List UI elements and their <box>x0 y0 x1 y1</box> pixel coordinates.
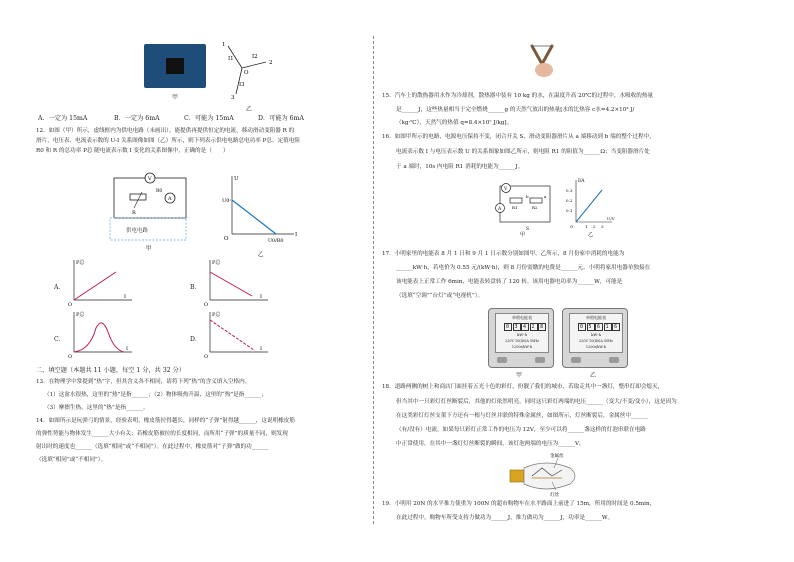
q18-text-line3: 在这类彩灯灯丝支架下方还有一根与灯丝并联的特殊金属丝，如图所示，灯丝断裂后，金属丝中______ <box>396 413 648 419</box>
svg-text:金属丝: 金属丝 <box>550 454 564 459</box>
q18-text-line5: 中正常使用，在其中一盏灯灯丝断裂的瞬间，该灯泡两端的电压为______V。 <box>396 441 585 447</box>
q13-text-line1: 13．在物理学中常提到“热”字，但其含义各不相同，请将下列“热”的含义填入空格内。 <box>36 379 251 385</box>
svg-text:甲: 甲 <box>520 232 526 238</box>
meter-unit: kW·h <box>517 332 527 337</box>
q18-text-line2: 但当其中一只彩灯灯丝断裂后，其他的灯依然明亮，同时这只彩灯两端的电压______（变大/不变/变小），这是因为 <box>396 399 677 405</box>
q11-option-c: C．可能为 15mA <box>184 115 234 122</box>
svg-text:b: b <box>526 194 529 199</box>
label-o: O <box>244 70 249 76</box>
svg-text:a: a <box>544 194 547 199</box>
q12-option-a-letter: A． <box>54 284 65 291</box>
svg-text:O: O <box>570 224 574 229</box>
meter-title: 单相电能表 <box>586 315 606 320</box>
meter-rate: 1200r/kW·h <box>511 345 533 349</box>
svg-text:S: S <box>526 227 530 232</box>
svg-text:A: A <box>498 207 502 212</box>
q12-option-b-letter: B． <box>190 284 201 291</box>
q16-text-line3: 于 a 端时，10s 内电阻 R1 消耗的电能为______J。 <box>396 164 524 170</box>
column-divider <box>373 36 374 524</box>
svg-text:P总: P总 <box>76 260 85 266</box>
current-junction-diagram <box>222 44 282 100</box>
svg-text:I: I <box>124 294 126 300</box>
svg-text:U/V: U/V <box>607 216 615 221</box>
q16-iu-graph <box>566 176 616 236</box>
q12-circuit-diagram <box>108 168 194 252</box>
svg-text:I/A: I/A <box>578 179 585 184</box>
energy-meter-yi <box>562 308 628 368</box>
q13-text-line3: （3）摩擦生热，这里的“热”是指______。 <box>44 405 149 411</box>
q11-option-a: A．一定为 15mA <box>38 115 88 122</box>
label-3: 3 <box>231 95 235 101</box>
svg-text:P总: P总 <box>212 312 221 318</box>
meter-digits: 0 3 4 2 8 <box>506 324 545 330</box>
q15-text-line2: 是______J，这些热量相当于完全燃烧______g 的天然气放出的热量[水的比热容 c水=4.2×10³ J/ <box>396 107 635 113</box>
label-i3: I3 <box>239 82 245 88</box>
meter-spec: 220V 10(40)A 50Hz <box>505 339 539 343</box>
q13-text-line2: （1）这盆水很热，这里的“热”是指______；（2）物体吸热升温，这里的“热”是指______； <box>44 392 267 398</box>
svg-text:V: V <box>148 176 152 182</box>
meter-unit: kW·h <box>591 332 601 337</box>
q19-text-line1: 19．小明用 20N 的水平推力使重为 100N 的超市购物车在水平路面上前进了 15m，所用的时间是 0.5min， <box>382 501 656 507</box>
svg-text:P总: P总 <box>212 260 221 266</box>
svg-text:V: V <box>504 187 508 192</box>
q16-circuit-diagram <box>494 178 556 236</box>
q18-text-line1: 18．道路两侧的树上和商店门面挂着五光十色的彩灯，扮靓了我们的城市，若取走其中一盏灯，整串灯却会熄灭， <box>382 384 664 390</box>
svg-text:I: I <box>260 346 262 352</box>
q17-text-line2: ______kW·h，若电价为 0.55 元/(kW·h)，则 8 月份需缴的电费是______元。小明将家用电器单独接在 <box>396 265 651 271</box>
slingshot-image <box>522 40 566 82</box>
q12-ui-graph <box>222 174 302 256</box>
q14-text-line4: （选填“相同”或“不相同”）。 <box>36 457 107 463</box>
meter-caption-yi: 乙 <box>590 372 597 379</box>
svg-text:R1: R1 <box>512 205 518 210</box>
q18-text-line4: （有/没有）电流。如果每只彩灯正常工作的电压为 12V，至少可以将______盏这样的灯泡串联在电路 <box>396 427 646 433</box>
svg-text:供电电路: 供电电路 <box>126 228 149 234</box>
q16-text-line2: 电流表示数 I 与电压表示数 U 的关系图象如图乙所示，则电阻 R1 的阻值为______Ω；当变阻器滑片处 <box>396 149 650 155</box>
svg-text:R0: R0 <box>156 189 163 194</box>
q15-text-line3: （kg·℃），天然气的热值 q=8.4×10⁷ J/kg]。 <box>396 120 513 126</box>
q12-option-d-graph <box>204 310 274 358</box>
label-i1: I1 <box>228 56 234 62</box>
svg-text:U0: U0 <box>222 198 230 204</box>
circuit-board-image <box>144 44 206 88</box>
svg-text:0.1: 0.1 <box>566 208 573 213</box>
q11-option-d: D．可能为 6mA <box>258 115 304 122</box>
svg-text:R2: R2 <box>532 205 538 210</box>
svg-text:O: O <box>68 354 73 360</box>
q16-text-line1: 16．如图甲所示的电路，电源电压保持不变，闭合开关 S，滑动变阻器滑片从 a 端移动到 b 端的整个过程中， <box>382 134 655 140</box>
q15-text-line1: 15．汽车上的散热器用水作为冷却剂，散热器中装有 10 kg 的水，在温度升高 20℃的过程中，水吸收的热量 <box>382 93 654 99</box>
q14-text-line2: 的弹性势能与物体发生______大小有关；若橡皮筋被拉的长度相同，而所用“子弹”的质量不同，则发现 <box>36 431 288 437</box>
svg-text:R: R <box>132 210 136 216</box>
fig-label-yi: 乙 <box>246 106 253 113</box>
svg-text:3: 3 <box>601 224 604 229</box>
q12-text-line3: R0 和 R 的总功率 P总 随电流表示数 I 变化的关系图像中，正确的是（ ） <box>36 148 229 154</box>
svg-text:乙: 乙 <box>258 252 264 258</box>
svg-text:U: U <box>234 176 239 182</box>
meter-caption-jia: 甲 <box>516 372 523 379</box>
label-2: 2 <box>269 60 273 66</box>
svg-text:I: I <box>126 346 128 352</box>
svg-text:0.2: 0.2 <box>566 198 573 203</box>
label-i2: I2 <box>252 54 258 60</box>
svg-text:乙: 乙 <box>588 232 594 238</box>
q19-text-line2: 在此过程中，购物车所受支持力做功为______J，推力做功为______J，功率是______W。 <box>396 515 614 521</box>
label-1: 1 <box>222 42 226 48</box>
svg-text:O: O <box>224 236 229 242</box>
meter-digits: 0 5 6 1 6 <box>580 324 619 330</box>
q12-option-c-graph <box>68 310 138 358</box>
q12-text-line1: 12．如图（甲）所示，虚线框内为供电电路（未画出），能提供再提供恒定的电流，移动滑动变阻器 R 的 <box>36 128 295 134</box>
svg-text:2: 2 <box>593 224 596 229</box>
q12-option-d-letter: D． <box>190 336 202 343</box>
svg-text:O: O <box>68 302 73 308</box>
q17-text-line4: （选填“空调”“台灯”或“电视机”）。 <box>396 293 484 299</box>
svg-text:O: O <box>204 302 209 308</box>
svg-text:0.3: 0.3 <box>566 188 573 193</box>
q12-text-line2: 滑片，电压表、电流表示数的 U-I 关系图像如图（乙）所示，则下列表示供电电路总电功率 P总、定值电阻 <box>36 138 300 144</box>
q12-option-b-graph <box>204 258 274 306</box>
fig-label-jia: 甲 <box>172 94 179 101</box>
svg-text:U0/R0: U0/R0 <box>268 239 284 244</box>
svg-text:灯丝: 灯丝 <box>550 493 559 498</box>
svg-text:I: I <box>295 232 298 238</box>
section-2-heading: 二、填空题（本题共 11 小题，每空 1 分，共 32 分） <box>36 367 186 374</box>
svg-text:A: A <box>168 196 172 202</box>
meter-rate: 1200r/kW·h <box>585 345 607 349</box>
svg-text:1: 1 <box>585 224 588 229</box>
q17-text-line3: 该电能表上正常工作 6min，电能表转盘转了 120 转，该用电器电功率为______W，可能是 <box>396 279 623 285</box>
q11-option-b: B．一定为 6mA <box>114 115 160 122</box>
svg-text:O: O <box>204 354 209 360</box>
q12-option-c-letter: C． <box>54 336 65 343</box>
svg-text:P总: P总 <box>76 312 85 318</box>
q14-text-line1: 14．如图所示是玩弹弓的情景，经验表明，橡皮筋拉得越长，同样的“子弹”射得越______，这说明橡皮筋 <box>36 418 295 424</box>
bulb-diagram <box>506 452 596 498</box>
energy-meter-jia <box>488 308 554 368</box>
q17-text-line1: 17．小明家里的电能表 8 月 1 日和 9 月 1 日示数分别如图甲、乙所示，8 月份家中消耗的电能为 <box>382 251 625 257</box>
meter-title: 单相电能表 <box>512 315 532 320</box>
svg-text:甲: 甲 <box>146 246 152 252</box>
svg-text:I: I <box>260 294 262 300</box>
meter-spec: 220V 10(40)A 50Hz <box>579 339 613 343</box>
q12-option-a-graph <box>68 258 138 306</box>
q14-text-line3: 射出时的速度也______（选填“相同”或“不相同”）。在此过程中，橡皮筋对“子弹”做的功______ <box>36 444 269 450</box>
